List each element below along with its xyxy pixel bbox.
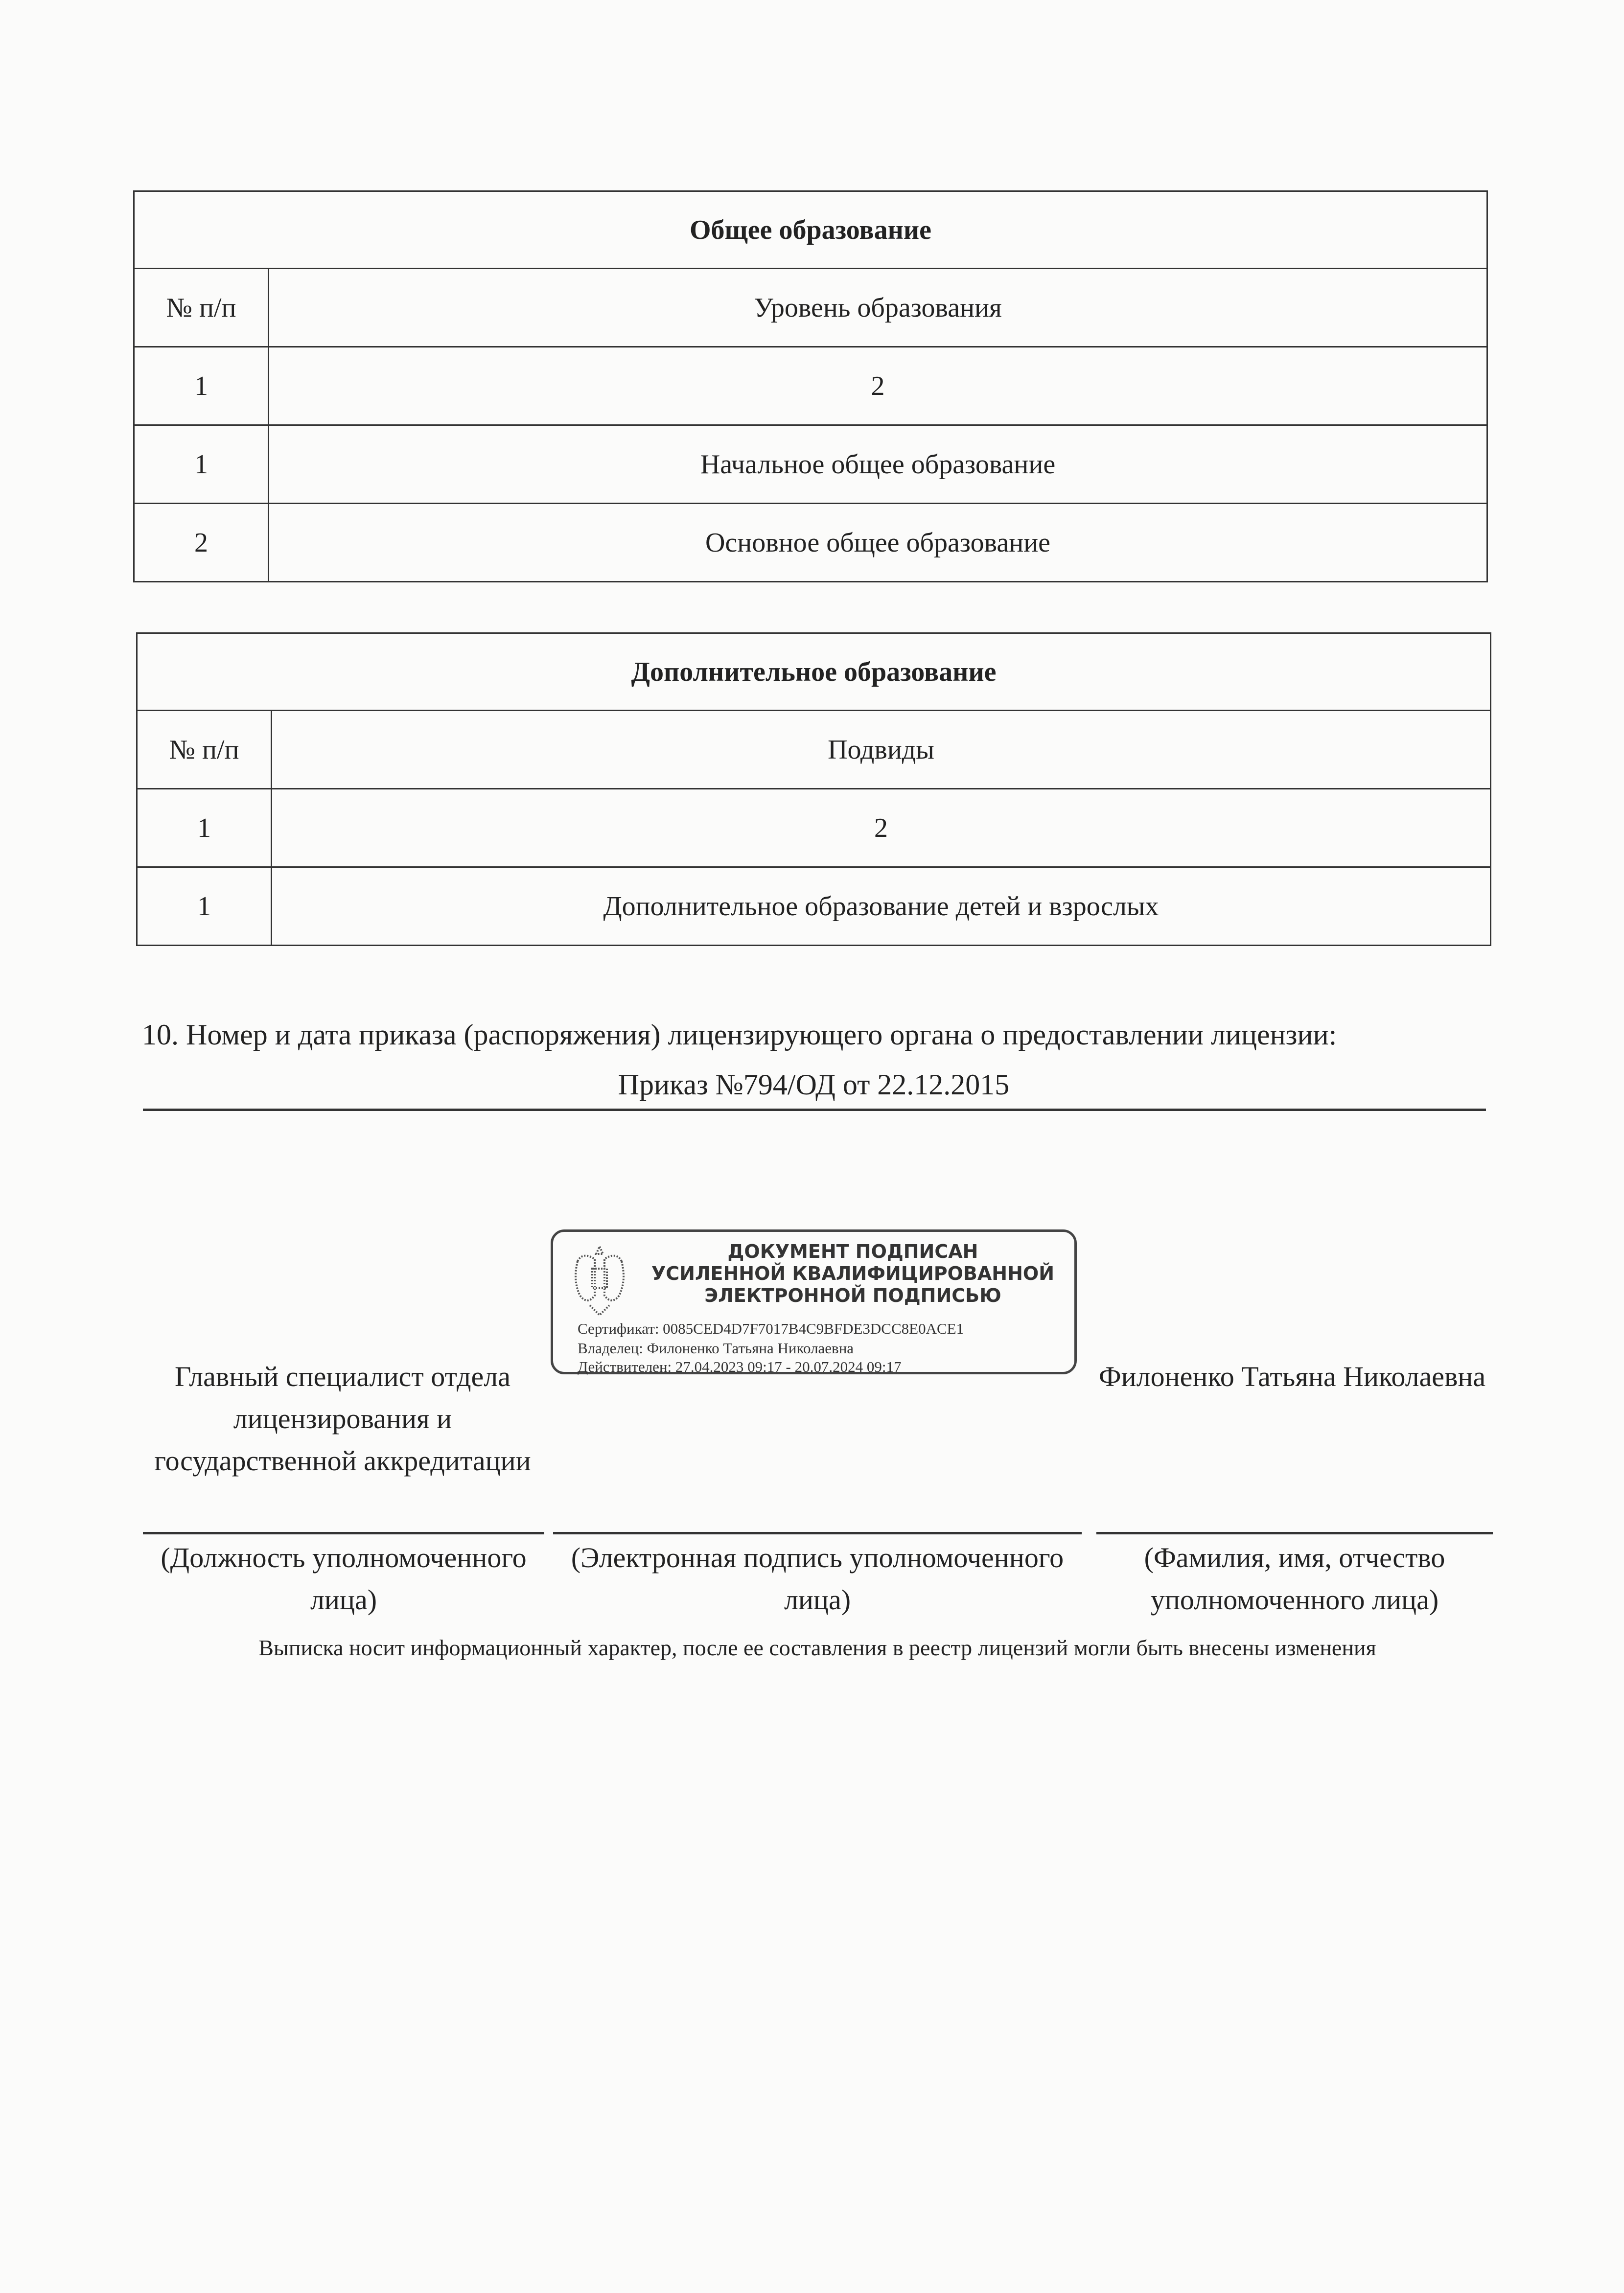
general-education-table (133, 190, 1488, 582)
section10-label: 10. Номер и дата приказа (распоряжения) лицензирующего органа о предоставлении лицензии: (142, 1019, 1337, 1051)
row-num: 1 (135, 347, 269, 424)
row-value: Основное общее образование (705, 527, 1051, 558)
order-underline (143, 1109, 1486, 1111)
header-num: № п/п (135, 269, 269, 346)
row-value: 2 (871, 371, 885, 401)
table-row (135, 346, 1486, 424)
stamp-line2: УСИЛЕННОЙ КВАЛИФИЦИРОВАННОЙ (651, 1263, 1055, 1284)
table-row (135, 424, 1486, 503)
additional-education-table (136, 632, 1491, 946)
header-num: № п/п (138, 711, 272, 788)
table-title: Общее образование (689, 214, 932, 245)
table-row (138, 866, 1490, 945)
row-num: 1 (138, 789, 272, 866)
coat-of-arms-icon (568, 1242, 631, 1320)
table-title: Дополнительное образование (631, 656, 997, 687)
row-num: 1 (138, 868, 272, 945)
row-num: 1 (135, 426, 269, 503)
header-level: Уровень образования (754, 292, 1002, 323)
caption-name: (Фамилия, имя, отчество уполномоченного лица) (1144, 1542, 1445, 1616)
stamp-validity: Действителен: 27.04.2023 09:17 - 20.07.2024 09:17 (578, 1358, 902, 1375)
name-line (1096, 1532, 1493, 1534)
stamp-heading (641, 1241, 1065, 1307)
row-value: Дополнительное образование детей и взрослых (603, 891, 1159, 922)
official-name: Филоненко Татьяна Николаевна (1098, 1361, 1486, 1392)
stamp-certificate: Сертификат: 0085CED4D7F7017B4C9BFDE3DCC8E0ACE1 (578, 1320, 964, 1337)
stamp-line3: ЭЛЕКТРОННОЙ ПОДПИСЬЮ (704, 1285, 1001, 1306)
row-num: 2 (135, 504, 269, 581)
row-value: 2 (874, 812, 888, 843)
table-header-row (135, 268, 1486, 346)
table-row (135, 503, 1486, 581)
order-number: Приказ №794/ОД от 22.12.2015 (618, 1068, 1010, 1101)
position-line (143, 1532, 544, 1534)
caption-signature: (Электронная подпись уполномоченного лица) (571, 1542, 1064, 1616)
stamp-line1: ДОКУМЕНТ ПОДПИСАН (727, 1241, 978, 1262)
caption-position: (Должность уполномоченного лица) (161, 1542, 527, 1616)
official-position: Главный специалист отдела лицензирования и государственной аккредитации (154, 1361, 531, 1477)
table-header-row (138, 710, 1490, 788)
table-row (138, 788, 1490, 866)
row-value: Начальное общее образование (700, 449, 1056, 480)
signature-line (553, 1532, 1082, 1534)
footer-note: Выписка носит информационный характер, после ее составления в реестр лицензий могли быть внесены изменения (258, 1635, 1376, 1660)
header-subtypes: Подвиды (828, 734, 934, 765)
stamp-owner: Владелец: Филоненко Татьяна Николаевна (578, 1340, 854, 1357)
e-signature-stamp (551, 1229, 1077, 1374)
